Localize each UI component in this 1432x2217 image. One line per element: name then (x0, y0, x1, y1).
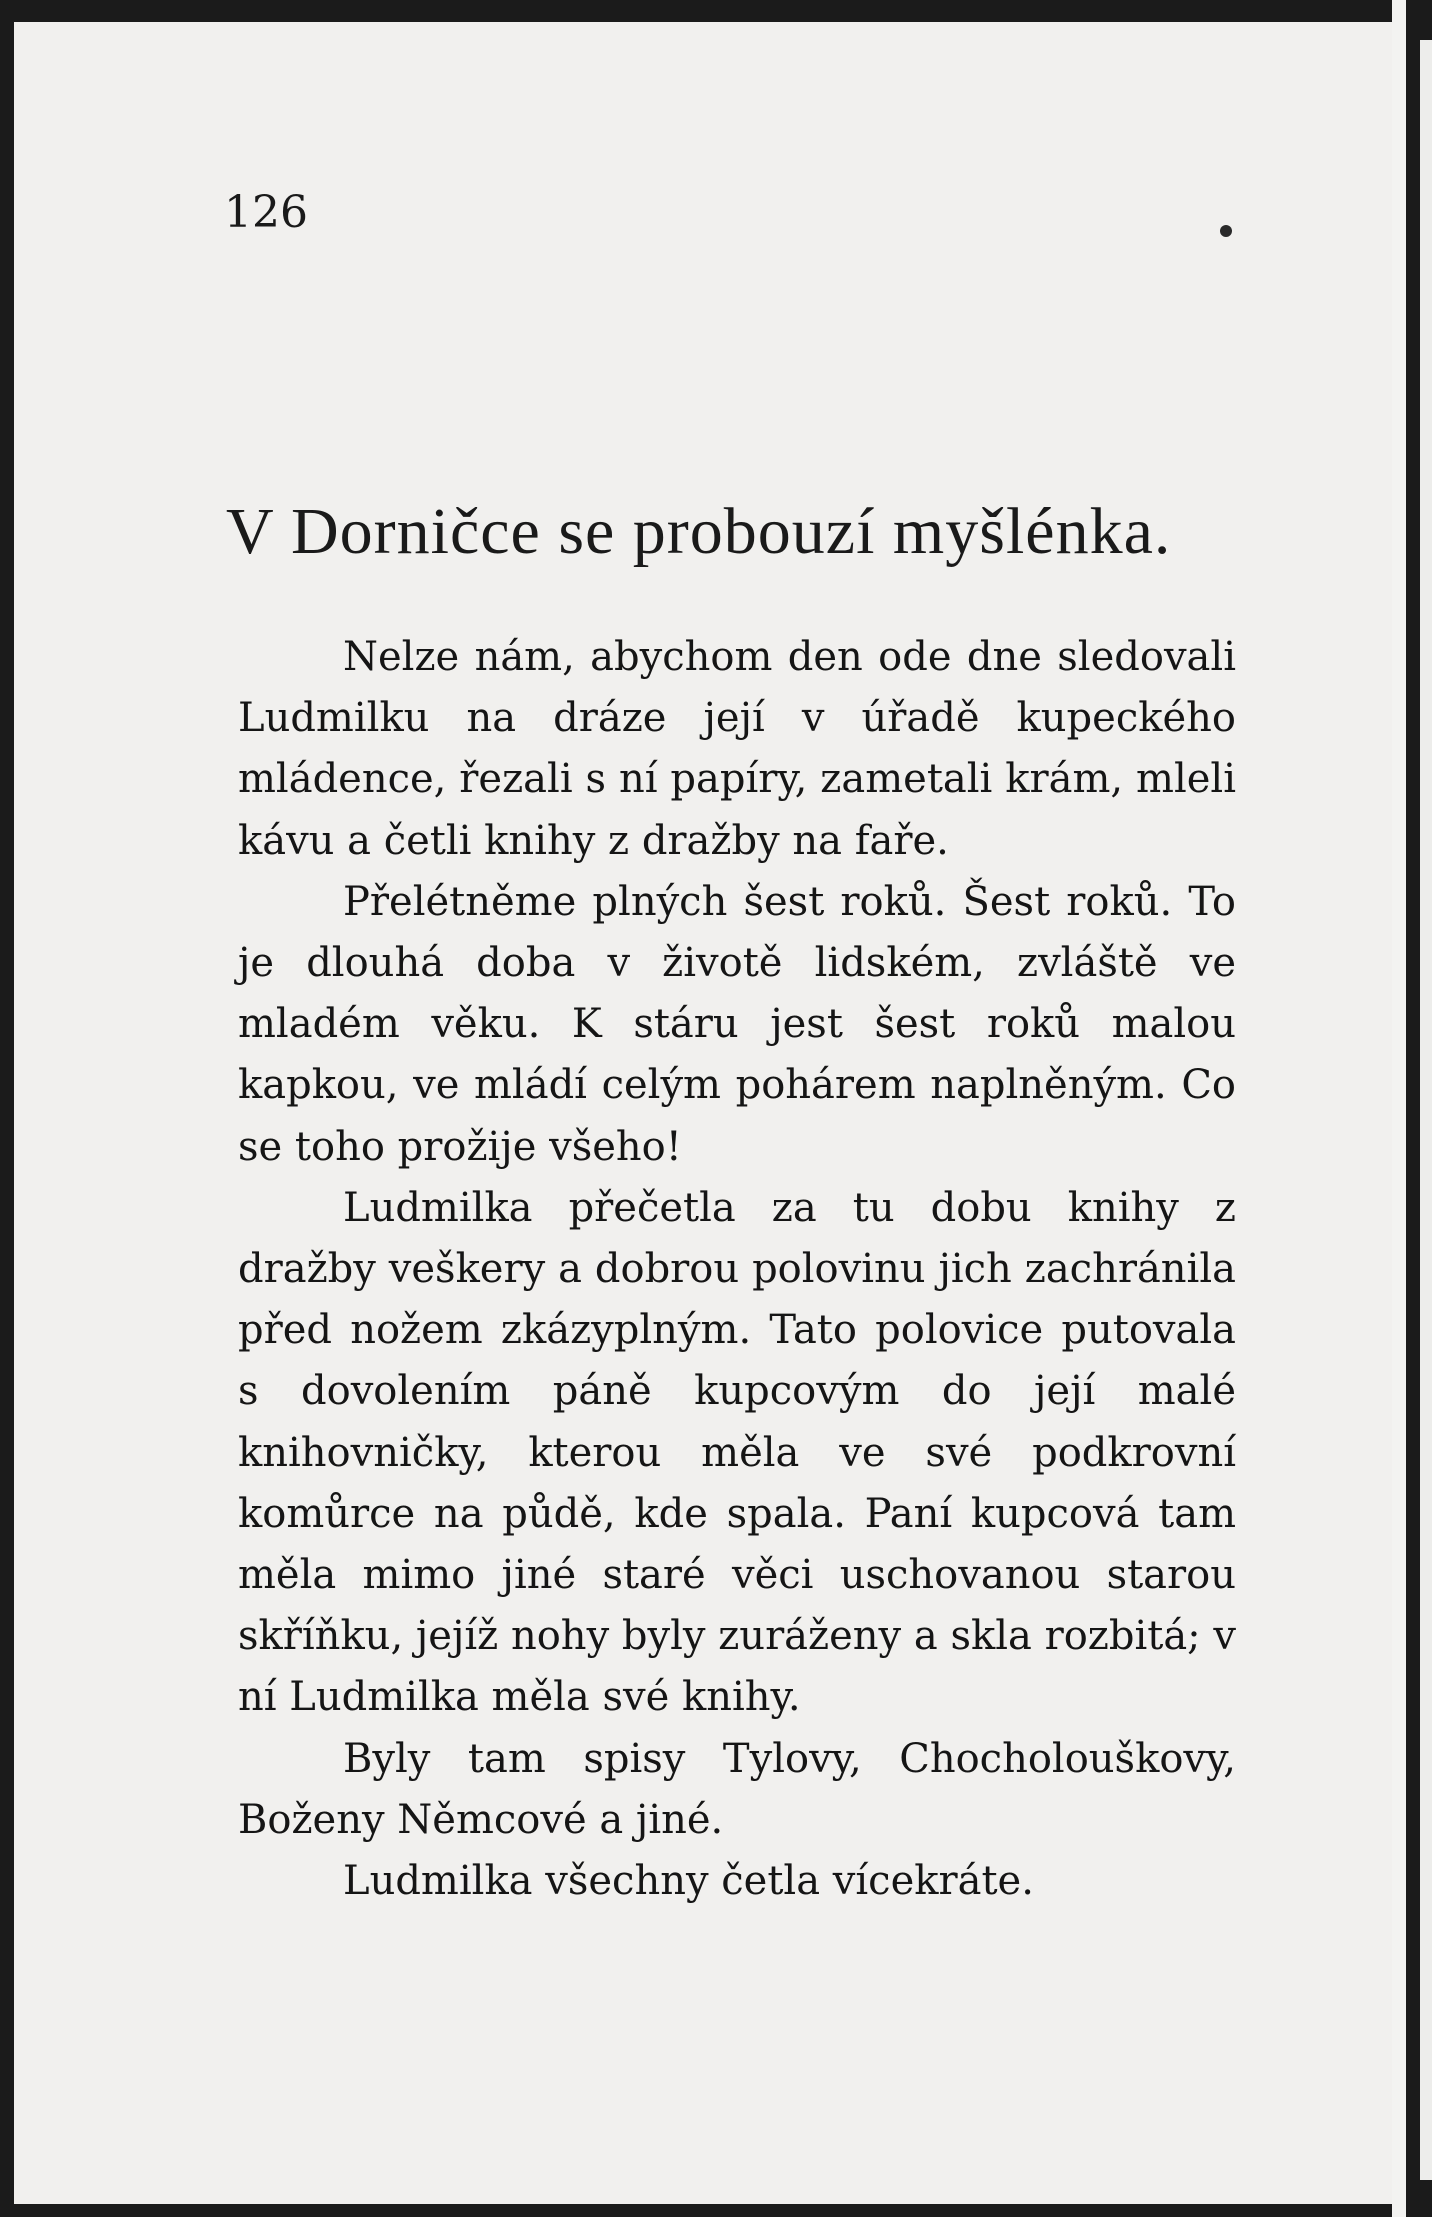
paragraph-2: Přelétněme plných šest roků. Šest roků. To je dlouhá doba v životě lidském, zvláště ve mladém věku. K stáru jest šest roků malou kapkou, ve mládí celým pohárem naplněným. Co se toho prožije všeho! (238, 878, 1236, 1170)
paragraph-1: Nelze nám, abychom den ode dne sledovali Ludmilku na dráze její v úřadě kupeckého mládence, řezali s ní papíry, zametali krám, mleli kávu a četli knihy z dražby na faře. (238, 634, 1236, 864)
next-page-edge (1420, 40, 1432, 2180)
page-number: 126 (224, 187, 308, 238)
book-page (14, 22, 1392, 2204)
paragraph-4: Byly tam spisy Tylovy, Chocholouškovy, Boženy Němcové a jiné. (238, 1735, 1236, 1843)
paragraph-3: Ludmilka přečetla za tu dobu knihy z dražby veškery a dobrou polovinu jich zachránila před nožem zkázyplným. Tato polovice putovala s dovolením páně kupcovým do její malé knihovničky, kterou měla ve své podkrovní komůrce na půdě, kde spala. Paní kupcová tam měla mimo jiné staré věci uschovanou starou skříňku, jejíž nohy byly zuráženy a skla rozbitá; v ní Ludmilka měla své knihy. (238, 1184, 1236, 1721)
chapter-title: V Dorničce se probouzí myšlénka. (226, 495, 1172, 568)
paragraph-5: Ludmilka všechny četla vícekráte. (343, 1858, 1034, 1905)
ink-speck (1220, 225, 1232, 237)
body-text (238, 627, 1236, 1912)
page-edge (1392, 0, 1406, 2217)
